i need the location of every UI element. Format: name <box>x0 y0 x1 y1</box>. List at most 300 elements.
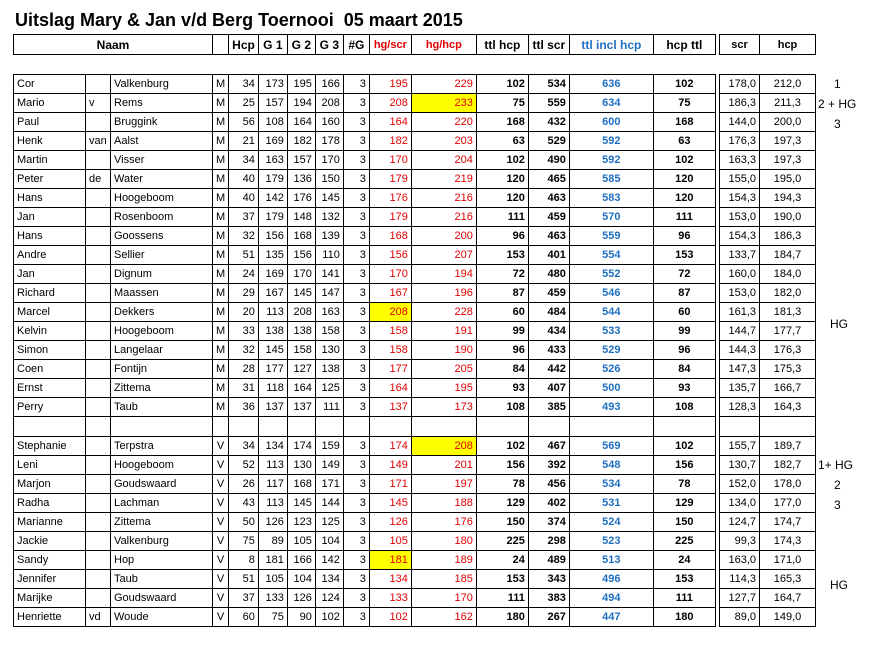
handicap-value: 32 <box>229 227 259 246</box>
total-scratch: 456 <box>528 475 569 494</box>
game1-score: 177 <box>258 360 287 379</box>
game1-score: 179 <box>258 170 287 189</box>
player-first-name: Martin <box>14 151 86 170</box>
handicap-total: 96 <box>653 341 715 360</box>
avg-scratch: 127,7 <box>720 589 760 608</box>
total-scratch: 467 <box>528 437 569 456</box>
total-scratch: 490 <box>528 151 569 170</box>
handicap-total: 93 <box>653 379 715 398</box>
player-first-name: Perry <box>14 398 86 417</box>
game3-score: 171 <box>315 475 343 494</box>
handicap-total: 75 <box>653 94 715 113</box>
game2-score: 158 <box>287 341 315 360</box>
player-middle-name <box>86 360 111 379</box>
total-scratch: 463 <box>528 189 569 208</box>
games-count: 3 <box>343 265 369 284</box>
games-count: 3 <box>343 322 369 341</box>
game2-score: 127 <box>287 360 315 379</box>
handicap-value: 75 <box>229 532 259 551</box>
avg-row <box>720 551 816 570</box>
total-scratch: 267 <box>528 608 569 627</box>
player-last-name: Taub <box>111 398 213 417</box>
games-count: 3 <box>343 437 369 456</box>
player-last-name: Valkenburg <box>111 532 213 551</box>
handicap-value: 37 <box>229 208 259 227</box>
game1-score: 108 <box>258 113 287 132</box>
avg-scratch: 134,0 <box>720 494 760 513</box>
player-middle-name <box>86 284 111 303</box>
game2-score: 195 <box>287 75 315 94</box>
player-first-name: Jackie <box>14 532 86 551</box>
header-hcp-avg: hcp <box>760 35 816 55</box>
table-row <box>14 284 716 303</box>
player-last-name: Bruggink <box>111 113 213 132</box>
high-game-scratch: 156 <box>369 246 411 265</box>
game2-score: 176 <box>287 189 315 208</box>
table-row <box>14 132 716 151</box>
handicap-value: 40 <box>229 189 259 208</box>
high-game-scratch: 182 <box>369 132 411 151</box>
player-middle-name <box>86 475 111 494</box>
game3-score: 166 <box>315 75 343 94</box>
player-first-name: Leni <box>14 456 86 475</box>
total-incl-handicap: 636 <box>569 75 653 94</box>
handicap-total: 60 <box>653 303 715 322</box>
total-handicap: 153 <box>476 570 528 589</box>
table-row <box>14 113 716 132</box>
handicap-value: 36 <box>229 398 259 417</box>
total-incl-handicap: 526 <box>569 360 653 379</box>
player-sex: M <box>213 246 229 265</box>
handicap-value: 34 <box>229 437 259 456</box>
player-middle-name <box>86 513 111 532</box>
avg-row <box>720 284 816 303</box>
total-incl-handicap: 570 <box>569 208 653 227</box>
total-incl-handicap: 529 <box>569 341 653 360</box>
separator <box>14 417 716 437</box>
handicap-value: 24 <box>229 265 259 284</box>
high-game-handicap: 190 <box>411 341 476 360</box>
game2-score: 164 <box>287 113 315 132</box>
avg-handicap: 177,7 <box>760 322 816 341</box>
total-handicap: 120 <box>476 170 528 189</box>
men-rows <box>14 75 716 417</box>
handicap-value: 26 <box>229 475 259 494</box>
handicap-total: 108 <box>653 398 715 417</box>
high-game-handicap: 220 <box>411 113 476 132</box>
player-first-name: Cor <box>14 75 86 94</box>
avg-handicap: 178,0 <box>760 475 816 494</box>
high-game-handicap: 189 <box>411 551 476 570</box>
high-game-handicap: 176 <box>411 513 476 532</box>
total-handicap: 24 <box>476 551 528 570</box>
handicap-total: 111 <box>653 589 715 608</box>
game3-score: 170 <box>315 151 343 170</box>
game3-score: 102 <box>315 608 343 627</box>
header-g2: G 2 <box>287 35 315 55</box>
games-count: 3 <box>343 189 369 208</box>
table-row <box>14 303 716 322</box>
high-game-scratch: 174 <box>369 437 411 456</box>
total-handicap: 60 <box>476 303 528 322</box>
player-last-name: Hop <box>111 551 213 570</box>
game3-score: 178 <box>315 132 343 151</box>
total-handicap: 96 <box>476 227 528 246</box>
table-row <box>14 513 716 532</box>
total-handicap: 111 <box>476 208 528 227</box>
high-game-handicap: 185 <box>411 570 476 589</box>
games-count: 3 <box>343 398 369 417</box>
player-first-name: Marjon <box>14 475 86 494</box>
handicap-total: 168 <box>653 113 715 132</box>
total-incl-handicap: 494 <box>569 589 653 608</box>
game3-score: 149 <box>315 456 343 475</box>
player-sex: M <box>213 379 229 398</box>
avg-scratch: 133,7 <box>720 246 760 265</box>
avg-scratch: 154,3 <box>720 189 760 208</box>
handicap-total: 72 <box>653 265 715 284</box>
player-middle-name <box>86 398 111 417</box>
avg-handicap: 212,0 <box>760 75 816 94</box>
avg-scratch: 114,3 <box>720 570 760 589</box>
avg-row <box>720 189 816 208</box>
game2-score: 156 <box>287 246 315 265</box>
game3-score: 145 <box>315 189 343 208</box>
avg-scratch: 144,0 <box>720 113 760 132</box>
player-middle-name <box>86 189 111 208</box>
player-last-name: Water <box>111 170 213 189</box>
avg-scratch: 144,7 <box>720 322 760 341</box>
player-middle-name: de <box>86 170 111 189</box>
avg-row <box>720 608 816 627</box>
avg-handicap: 211,3 <box>760 94 816 113</box>
avg-handicap: 174,3 <box>760 532 816 551</box>
blank-row <box>14 55 716 75</box>
high-game-scratch: 158 <box>369 341 411 360</box>
total-incl-handicap: 592 <box>569 151 653 170</box>
game1-score: 137 <box>258 398 287 417</box>
handicap-value: 34 <box>229 75 259 94</box>
avg-men-rows <box>720 75 816 417</box>
player-sex: M <box>213 151 229 170</box>
handicap-value: 60 <box>229 608 259 627</box>
game3-score: 160 <box>315 113 343 132</box>
player-middle-name <box>86 75 111 94</box>
game1-score: 117 <box>258 475 287 494</box>
table-row <box>14 608 716 627</box>
high-game-scratch: 168 <box>369 227 411 246</box>
player-sex: M <box>213 341 229 360</box>
player-sex: V <box>213 589 229 608</box>
avg-handicap: 164,7 <box>760 589 816 608</box>
high-game-scratch: 158 <box>369 322 411 341</box>
player-first-name: Andre <box>14 246 86 265</box>
header-g1: G 1 <box>258 35 287 55</box>
player-first-name: Marianne <box>14 513 86 532</box>
total-scratch: 401 <box>528 246 569 265</box>
avg-row <box>720 379 816 398</box>
handicap-total: 180 <box>653 608 715 627</box>
table-row <box>14 532 716 551</box>
header-scr: scr <box>720 35 760 55</box>
avg-handicap: 182,0 <box>760 284 816 303</box>
game1-score: 142 <box>258 189 287 208</box>
high-game-scratch: 170 <box>369 265 411 284</box>
player-last-name: Lachman <box>111 494 213 513</box>
game2-score: 148 <box>287 208 315 227</box>
player-last-name: Fontijn <box>111 360 213 379</box>
total-scratch: 529 <box>528 132 569 151</box>
games-count: 3 <box>343 132 369 151</box>
game1-score: 89 <box>258 532 287 551</box>
games-count: 3 <box>343 532 369 551</box>
game3-score: 163 <box>315 303 343 322</box>
avg-row <box>720 456 816 475</box>
game2-score: 182 <box>287 132 315 151</box>
high-game-scratch: 102 <box>369 608 411 627</box>
total-incl-handicap: 447 <box>569 608 653 627</box>
player-last-name: Maassen <box>111 284 213 303</box>
average-table <box>719 34 816 627</box>
avg-scratch: 160,0 <box>720 265 760 284</box>
game1-score: 167 <box>258 284 287 303</box>
player-first-name: Stephanie <box>14 437 86 456</box>
avg-handicap: 184,7 <box>760 246 816 265</box>
total-scratch: 298 <box>528 532 569 551</box>
player-sex: M <box>213 303 229 322</box>
high-game-handicap: 194 <box>411 265 476 284</box>
results-table <box>13 34 716 627</box>
table-row <box>14 437 716 456</box>
total-scratch: 433 <box>528 341 569 360</box>
total-scratch: 407 <box>528 379 569 398</box>
games-count: 3 <box>343 227 369 246</box>
player-first-name: Jan <box>14 265 86 284</box>
placing-label: HG <box>830 317 848 331</box>
avg-scratch: 161,3 <box>720 303 760 322</box>
handicap-total: 24 <box>653 551 715 570</box>
player-last-name: Zittema <box>111 379 213 398</box>
total-scratch: 385 <box>528 398 569 417</box>
total-handicap: 102 <box>476 75 528 94</box>
avg-row <box>720 151 816 170</box>
player-sex: V <box>213 475 229 494</box>
avg-handicap: 174,7 <box>760 513 816 532</box>
table-row <box>14 341 716 360</box>
games-count: 3 <box>343 570 369 589</box>
avg-scratch: 99,3 <box>720 532 760 551</box>
placing-label: HG <box>830 578 848 592</box>
table-row <box>14 494 716 513</box>
total-incl-handicap: 531 <box>569 494 653 513</box>
avg-handicap: 197,3 <box>760 132 816 151</box>
player-first-name: Hans <box>14 227 86 246</box>
total-incl-handicap: 534 <box>569 475 653 494</box>
player-last-name: Dekkers <box>111 303 213 322</box>
page-title: Uitslag Mary & Jan v/d Berg Toernooi 05 maart 2015 <box>15 10 463 30</box>
game1-score: 75 <box>258 608 287 627</box>
player-first-name: Jan <box>14 208 86 227</box>
player-middle-name: vd <box>86 608 111 627</box>
handicap-total: 102 <box>653 437 715 456</box>
avg-row <box>720 208 816 227</box>
game1-score: 156 <box>258 227 287 246</box>
high-game-scratch: 133 <box>369 589 411 608</box>
game3-score: 110 <box>315 246 343 265</box>
handicap-value: 34 <box>229 151 259 170</box>
total-scratch: 459 <box>528 208 569 227</box>
table-row <box>14 265 716 284</box>
total-handicap: 96 <box>476 341 528 360</box>
avg-row <box>720 589 816 608</box>
player-middle-name <box>86 113 111 132</box>
high-game-handicap: 196 <box>411 284 476 303</box>
total-handicap: 153 <box>476 246 528 265</box>
total-scratch: 559 <box>528 94 569 113</box>
high-game-handicap: 228 <box>411 303 476 322</box>
player-first-name: Jennifer <box>14 570 86 589</box>
player-last-name: Dignum <box>111 265 213 284</box>
total-incl-handicap: 585 <box>569 170 653 189</box>
player-sex: M <box>213 322 229 341</box>
player-first-name: Mario <box>14 94 86 113</box>
high-game-handicap: 197 <box>411 475 476 494</box>
player-first-name: Hans <box>14 189 86 208</box>
total-incl-handicap: 552 <box>569 265 653 284</box>
avg-row <box>720 75 816 94</box>
games-count: 3 <box>343 284 369 303</box>
player-sex: M <box>213 75 229 94</box>
games-count: 3 <box>343 475 369 494</box>
game2-score: 104 <box>287 570 315 589</box>
player-middle-name <box>86 265 111 284</box>
game3-score: 125 <box>315 513 343 532</box>
player-last-name: Hoogeboom <box>111 456 213 475</box>
high-game-handicap: 216 <box>411 208 476 227</box>
high-game-scratch: 145 <box>369 494 411 513</box>
table-row <box>14 151 716 170</box>
avg-row <box>720 437 816 456</box>
handicap-total: 99 <box>653 322 715 341</box>
games-count: 3 <box>343 456 369 475</box>
game3-score: 158 <box>315 322 343 341</box>
handicap-total: 120 <box>653 189 715 208</box>
avg-row <box>720 170 816 189</box>
header-ttl-incl-hcp: ttl incl hcp <box>569 35 653 55</box>
game1-score: 179 <box>258 208 287 227</box>
player-first-name: Marcel <box>14 303 86 322</box>
high-game-scratch: 149 <box>369 456 411 475</box>
game2-score: 137 <box>287 398 315 417</box>
avg-scratch: 130,7 <box>720 456 760 475</box>
placing-label: 3 <box>834 498 841 512</box>
player-last-name: Goudswaard <box>111 589 213 608</box>
player-last-name: Goossens <box>111 227 213 246</box>
total-incl-handicap: 634 <box>569 94 653 113</box>
high-game-scratch: 208 <box>369 94 411 113</box>
header-ttl-scr: ttl scr <box>528 35 569 55</box>
total-handicap: 78 <box>476 475 528 494</box>
handicap-value: 21 <box>229 132 259 151</box>
player-sex: V <box>213 608 229 627</box>
game2-score: 145 <box>287 494 315 513</box>
high-game-scratch: 105 <box>369 532 411 551</box>
player-first-name: Kelvin <box>14 322 86 341</box>
table-row <box>14 75 716 94</box>
handicap-value: 29 <box>229 284 259 303</box>
total-scratch: 432 <box>528 113 569 132</box>
avg-scratch: 144,3 <box>720 341 760 360</box>
total-scratch: 459 <box>528 284 569 303</box>
avg-scratch: 155,0 <box>720 170 760 189</box>
games-count: 3 <box>343 75 369 94</box>
game3-score: 147 <box>315 284 343 303</box>
player-first-name: Henk <box>14 132 86 151</box>
game1-score: 134 <box>258 437 287 456</box>
player-first-name: Marijke <box>14 589 86 608</box>
game1-score: 169 <box>258 132 287 151</box>
total-handicap: 180 <box>476 608 528 627</box>
games-count: 3 <box>343 513 369 532</box>
total-incl-handicap: 544 <box>569 303 653 322</box>
game3-score: 134 <box>315 570 343 589</box>
total-handicap: 150 <box>476 513 528 532</box>
table-row <box>14 208 716 227</box>
games-count: 3 <box>343 360 369 379</box>
player-sex: V <box>213 437 229 456</box>
avg-scratch: 154,3 <box>720 227 760 246</box>
table-row <box>14 379 716 398</box>
player-sex: M <box>213 132 229 151</box>
player-sex: V <box>213 456 229 475</box>
avg-row <box>720 303 816 322</box>
game1-score: 113 <box>258 303 287 322</box>
high-game-handicap: 180 <box>411 532 476 551</box>
header-hcp: Hcp <box>229 35 259 55</box>
avg-handicap: 190,0 <box>760 208 816 227</box>
game3-score: 141 <box>315 265 343 284</box>
avg-scratch: 128,3 <box>720 398 760 417</box>
player-sex: M <box>213 170 229 189</box>
player-last-name: Rosenboom <box>111 208 213 227</box>
avg-handicap: 194,3 <box>760 189 816 208</box>
player-first-name: Richard <box>14 284 86 303</box>
player-middle-name <box>86 570 111 589</box>
avg-handicap: 182,7 <box>760 456 816 475</box>
avg-handicap: 176,3 <box>760 341 816 360</box>
table-row <box>14 189 716 208</box>
avg-handicap: 171,0 <box>760 551 816 570</box>
player-sex: M <box>213 284 229 303</box>
avg-row <box>720 265 816 284</box>
handicap-total: 78 <box>653 475 715 494</box>
player-first-name: Peter <box>14 170 86 189</box>
avg-scratch: 178,0 <box>720 75 760 94</box>
placing-label: 2 + HG <box>818 97 857 111</box>
table-row <box>14 246 716 265</box>
player-middle-name <box>86 532 111 551</box>
avg-handicap: 189,7 <box>760 437 816 456</box>
high-game-scratch: 171 <box>369 475 411 494</box>
player-sex: V <box>213 570 229 589</box>
table-row <box>14 398 716 417</box>
total-incl-handicap: 533 <box>569 322 653 341</box>
high-game-handicap: 200 <box>411 227 476 246</box>
player-middle-name <box>86 227 111 246</box>
player-first-name: Coen <box>14 360 86 379</box>
game2-score: 166 <box>287 551 315 570</box>
handicap-value: 51 <box>229 246 259 265</box>
